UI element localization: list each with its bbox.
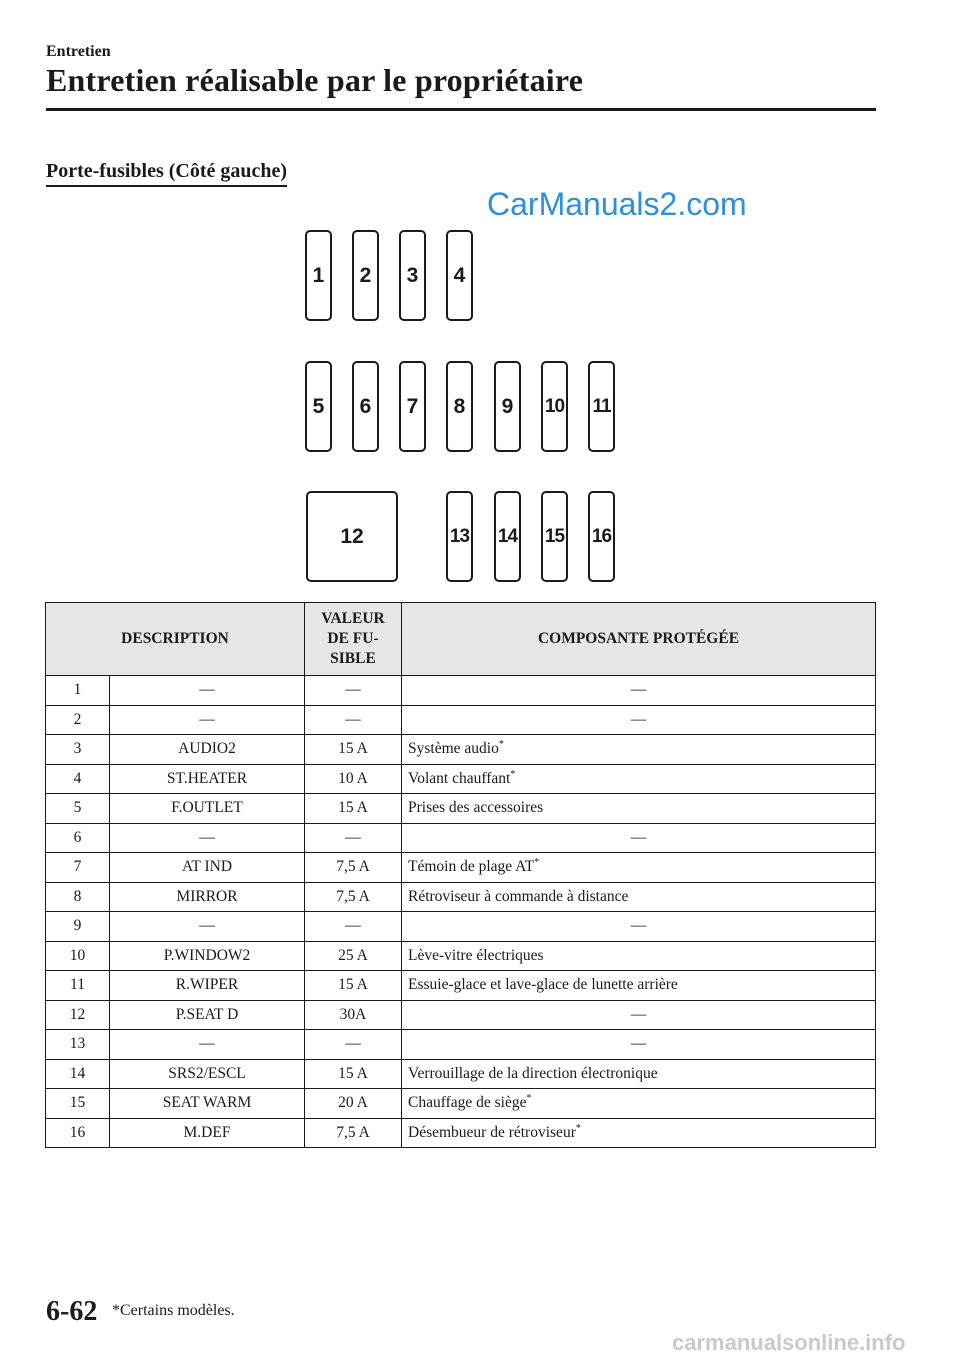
protected-component: Essuie-glace et lave-glace de lunette arrière	[408, 976, 678, 994]
fuse-number: 6	[73, 828, 82, 846]
table-row	[46, 912, 876, 942]
fuse-description: AT IND	[181, 858, 233, 876]
watermark-logo: CarManuals2.com	[487, 186, 747, 222]
chapter-label: Entretien	[46, 43, 111, 60]
fuse-9: 9	[494, 361, 521, 452]
protected-component: Lève-vitre électriques	[408, 946, 544, 964]
fuse-15: 15	[541, 491, 568, 582]
certain-models-asterisk: *	[575, 1122, 581, 1134]
fuse-value-cell	[305, 764, 402, 794]
fuse-description-cell	[110, 764, 305, 794]
fuse-number-cell	[46, 1118, 110, 1148]
fuse-5: 5	[305, 361, 332, 452]
fuse-number: 5	[73, 799, 82, 817]
fuse-number-cell	[46, 971, 110, 1001]
table-row	[46, 794, 876, 824]
fuse-number: 1	[73, 681, 82, 699]
fuse-value-cell	[305, 1030, 402, 1060]
fuse-description: —	[199, 1035, 215, 1053]
protected-component-cell	[402, 823, 876, 853]
fuse-description: F.OUTLET	[171, 799, 243, 817]
fuse-value: 7,5 A	[336, 887, 370, 905]
protected-component-cell	[402, 971, 876, 1001]
fuse-value-cell	[305, 823, 402, 853]
fuse-number-cell	[46, 1089, 110, 1119]
fuse-number-cell	[46, 705, 110, 735]
fuse-number: 11	[70, 976, 85, 994]
fuse-description: M.DEF	[183, 1123, 231, 1141]
fuse-number: 12	[69, 1005, 86, 1023]
fuse-number-cell	[46, 941, 110, 971]
protected-component: Chauffage de siège	[408, 1094, 527, 1112]
fuse-description: SRS2/ESCL	[168, 1064, 246, 1082]
fuse-description-cell	[110, 882, 305, 912]
fuse-number-cell	[46, 912, 110, 942]
fuse-description-cell	[110, 912, 305, 942]
fuse-description: MIRROR	[176, 887, 238, 905]
fuse-value: 20 A	[338, 1094, 368, 1112]
protected-component: Témoin de plage AT	[408, 858, 535, 876]
table-row	[46, 853, 876, 883]
header-fuse-value-line-1: VALEUR	[321, 610, 385, 627]
fuse-number: 7	[73, 858, 82, 876]
fuse-description-cell	[110, 1000, 305, 1030]
fuse-number: 4	[73, 769, 82, 787]
fuse-description-cell	[110, 676, 305, 706]
header-fuse-value-line-3: SIBLE	[330, 650, 376, 667]
fuse-value-cell	[305, 941, 402, 971]
protected-component-cell	[402, 912, 876, 942]
fuse-value: 30A	[339, 1005, 367, 1023]
fuse-number: 9	[73, 917, 82, 935]
fuse-value: 25 A	[338, 946, 368, 964]
fuse-number-cell	[46, 794, 110, 824]
table-row	[46, 705, 876, 735]
fuse-description-cell	[110, 794, 305, 824]
fuse-8: 8	[446, 361, 473, 452]
fuse-number: 3	[73, 740, 82, 758]
fuse-description-cell	[110, 941, 305, 971]
fuse-value-cell	[305, 1059, 402, 1089]
table-row	[46, 823, 876, 853]
table-row	[46, 941, 876, 971]
fuse-description-cell	[110, 735, 305, 765]
fuse-number: 2	[73, 710, 82, 728]
fuse-10: 10	[541, 361, 568, 452]
table-row	[46, 1000, 876, 1030]
page-title: Entretien réalisable par le propriétaire	[46, 62, 584, 98]
protected-component: —	[630, 828, 647, 846]
fuse-value: —	[345, 917, 361, 935]
fuse-value: 15 A	[338, 799, 368, 817]
fuse-value: 15 A	[338, 740, 368, 758]
fuse-14: 14	[494, 491, 521, 582]
fuse-value-cell	[305, 735, 402, 765]
table-row	[46, 1059, 876, 1089]
fuse-description: —	[199, 681, 215, 699]
table-row	[46, 971, 876, 1001]
footnote: *Certains modèles.	[112, 1302, 235, 1319]
protected-component: —	[630, 917, 647, 935]
fuse-description-cell	[110, 705, 305, 735]
table-row	[46, 676, 876, 706]
fuse-value-cell	[305, 1000, 402, 1030]
fuse-value: —	[345, 710, 361, 728]
fuse-value: 15 A	[338, 1064, 368, 1082]
site-watermark: carmanualsonline.info	[672, 1330, 906, 1355]
protected-component: Verrouillage de la direction électronique	[408, 1064, 658, 1082]
fuse-value-cell	[305, 794, 402, 824]
fuse-11: 11	[588, 361, 615, 452]
fuse-number-cell	[46, 676, 110, 706]
certain-models-asterisk: *	[498, 739, 504, 751]
protected-component: Volant chauffant	[408, 769, 511, 787]
fuse-13: 13	[446, 491, 473, 582]
protected-component: —	[630, 1005, 647, 1023]
fuse-table	[45, 602, 876, 1148]
fuse-description-cell	[110, 1089, 305, 1119]
fuse-description-cell	[110, 1118, 305, 1148]
fuse-value: 15 A	[338, 976, 368, 994]
fuse-description: —	[199, 917, 215, 935]
protected-component: Désembueur de rétroviseur	[408, 1123, 576, 1141]
fuse-16: 16	[588, 491, 615, 582]
fuse-value: —	[345, 681, 361, 699]
fuse-2: 2	[352, 230, 379, 321]
protected-component-cell	[402, 1118, 876, 1148]
protected-component: —	[630, 1035, 647, 1053]
protected-component-cell	[402, 1030, 876, 1060]
protected-component: —	[630, 710, 647, 728]
fuse-number-cell	[46, 735, 110, 765]
fuse-description: R.WIPER	[175, 976, 239, 994]
table-header-row	[46, 603, 876, 676]
fuse-number-cell	[46, 853, 110, 883]
protected-component: Prises des accessoires	[408, 799, 544, 817]
header-description: DESCRIPTION	[46, 603, 305, 676]
fuse-description-cell	[110, 823, 305, 853]
fuse-4: 4	[446, 230, 473, 321]
fuse-value-cell	[305, 705, 402, 735]
fuse-number: 8	[73, 887, 82, 905]
header-fuse-value	[305, 603, 402, 676]
fuse-description-cell	[110, 853, 305, 883]
fuse-number: 14	[69, 1064, 86, 1082]
certain-models-asterisk: *	[510, 768, 516, 780]
section-title: Porte-fusibles (Côté gauche)	[46, 160, 287, 187]
fuse-value-cell	[305, 1118, 402, 1148]
fuse-number: 15	[69, 1094, 86, 1112]
fuse-number-cell	[46, 1059, 110, 1089]
fuse-table-body	[46, 676, 876, 1148]
fuse-description: —	[199, 828, 215, 846]
title-rule	[46, 108, 876, 111]
table-row	[46, 1089, 876, 1119]
fuse-description-cell	[110, 1059, 305, 1089]
certain-models-asterisk: *	[526, 1093, 532, 1105]
fuse-number-cell	[46, 764, 110, 794]
protected-component-cell	[402, 764, 876, 794]
fuse-value: 7,5 A	[336, 1123, 370, 1141]
protected-component-cell	[402, 1089, 876, 1119]
protected-component: Rétroviseur à commande à distance	[408, 887, 629, 905]
fuse-number-cell	[46, 1000, 110, 1030]
fuse-number-cell	[46, 882, 110, 912]
fuse-description-cell	[110, 1030, 305, 1060]
protected-component-cell	[402, 735, 876, 765]
fuse-description: P.WINDOW2	[163, 946, 251, 964]
fuse-value-cell	[305, 1089, 402, 1119]
protected-component-cell	[402, 676, 876, 706]
table-row	[46, 764, 876, 794]
protected-component-cell	[402, 705, 876, 735]
fuse-value: 7,5 A	[336, 858, 370, 876]
fuse-value-cell	[305, 882, 402, 912]
fuse-12: 12	[306, 491, 398, 582]
fuse-number-cell	[46, 1030, 110, 1060]
certain-models-asterisk: *	[534, 857, 540, 869]
table-row	[46, 1030, 876, 1060]
fuse-value-cell	[305, 912, 402, 942]
protected-component: —	[630, 681, 647, 699]
protected-component-cell	[402, 1000, 876, 1030]
table-row	[46, 1118, 876, 1148]
fuse-3: 3	[399, 230, 426, 321]
protected-component-cell	[402, 882, 876, 912]
protected-component-cell	[402, 794, 876, 824]
protected-component-cell	[402, 853, 876, 883]
fuse-description: P.SEAT D	[175, 1005, 239, 1023]
table-row	[46, 882, 876, 912]
fuse-value: —	[345, 828, 361, 846]
protected-component: Système audio	[408, 740, 499, 758]
fuse-7: 7	[399, 361, 426, 452]
fuse-value: 10 A	[338, 769, 368, 787]
fuse-description: SEAT WARM	[162, 1094, 252, 1112]
fuse-number: 13	[69, 1035, 86, 1053]
fuse-number: 16	[69, 1123, 86, 1141]
fuse-value-cell	[305, 676, 402, 706]
header-protected-component: COMPOSANTE PROTÉGÉE	[402, 603, 876, 676]
table-row	[46, 735, 876, 765]
protected-component-cell	[402, 941, 876, 971]
fuse-number-cell	[46, 823, 110, 853]
fuse-value: —	[345, 1035, 361, 1053]
fuse-description: ST.HEATER	[166, 769, 248, 787]
fuse-value-cell	[305, 971, 402, 1001]
fuse-description-cell	[110, 971, 305, 1001]
fuse-description: —	[199, 710, 215, 728]
fuse-number: 10	[69, 946, 86, 964]
fuse-6: 6	[352, 361, 379, 452]
fuse-description: AUDIO2	[178, 740, 236, 758]
protected-component-cell	[402, 1059, 876, 1089]
fuse-value-cell	[305, 853, 402, 883]
header-fuse-value-line-2: DE FU-	[327, 630, 379, 647]
fuse-1: 1	[305, 230, 332, 321]
page-number: 6-62	[46, 1296, 98, 1327]
